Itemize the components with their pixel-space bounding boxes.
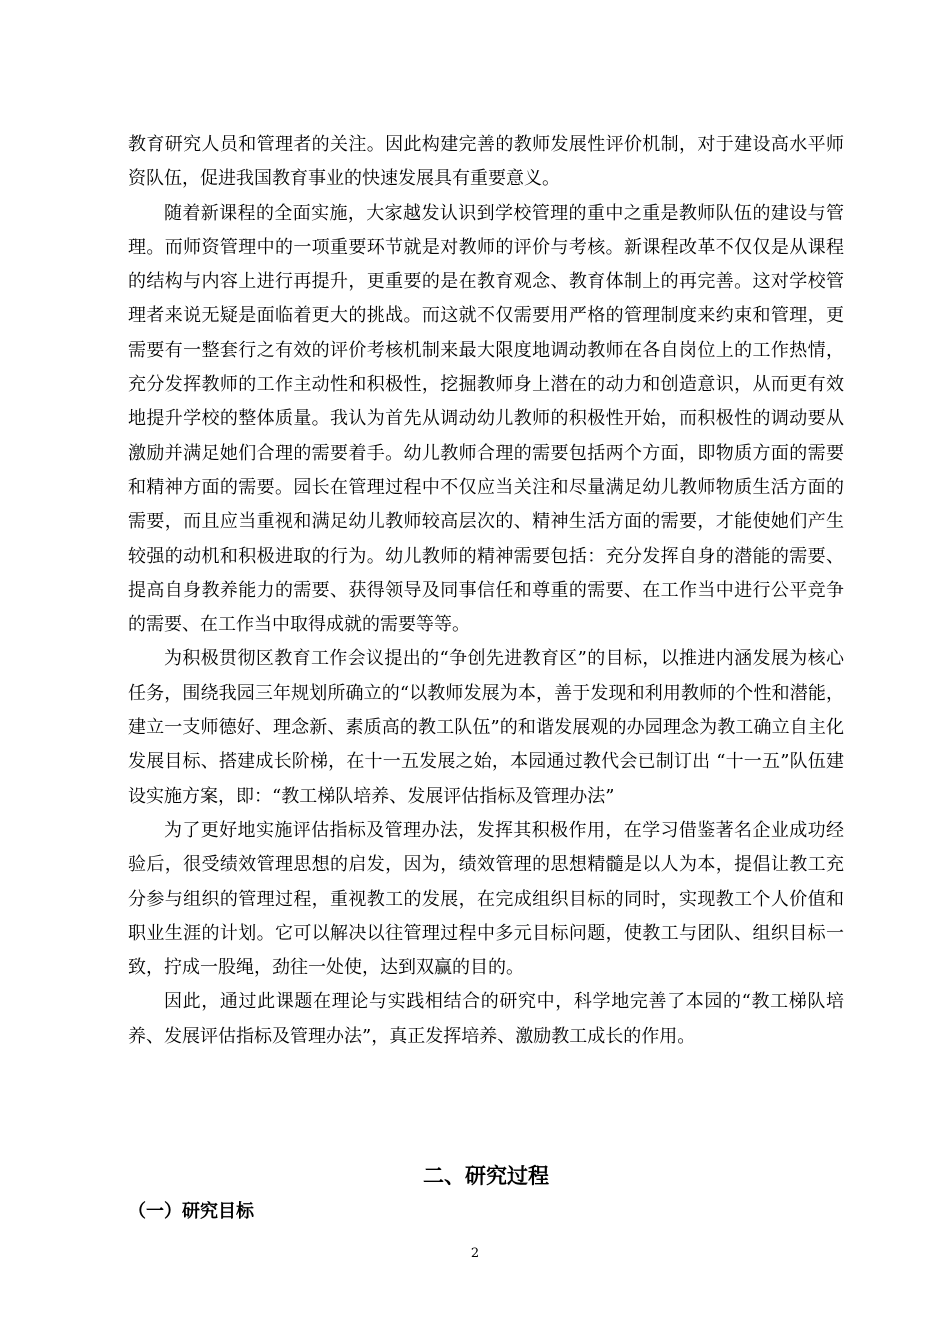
- subsection-title: （一）研究目标: [128, 1201, 254, 1222]
- body-text: [128, 128, 844, 1054]
- paragraph-4: 为了更好地实施评估指标及管理办法，发挥其积极作用，在学习借鉴著名企业成功经验后，很受绩效管理思想的启发，因为，绩效管理的思想精髓是以人为本，提倡让教工充分参与组织的管理过程，重视教工的发展，在完成组织目标的同时，实现教工个人价值和职业生涯的计划。它可以解决以往管理过程中多元目标问题，使教工与团队、组织目标一致，拧成一股绳，劲往一处使，达到双赢的目的。: [128, 819, 844, 979]
- page-number: 2: [470, 1246, 480, 1261]
- paragraph-2: 随着新课程的全面实施，大家越发认识到学校管理的重中之重是教师队伍的建设与管理。而师资管理中的一项重要环节就是对教师的评价与考核。新课程改革不仅仅是从课程的结构与内容上进行再提升，更重要的是在教育观念、教育体制上的再完善。这对学校管理者来说无疑是面临着更大的挑战。而这就不仅需要用严格的管理制度来约束和管理，更需要有一整套行之有效的评价考核机制来最大限度地调动教师在各自岗位上的工作热情，充分发挥教师的工作主动性和积极性，挖掘教师身上潜在的动力和创造意识，从而更有效地提升学校的整体质量。我认为首先从调动幼儿教师的积极性开始，而积极性的调动要从激励并满足她们合理的需要着手。幼儿教师合理的需要包括两个方面，即物质方面的需要和精神方面的需要。园长在管理过程中不仅应当关注和尽量满足幼儿教师物质生活方面的需要，而且应当重视和满足幼儿教师较高层次的、精神生活方面的需要，才能使她们产生较强的动机和积极进取的行为。幼儿教师的精神需要包括：充分发挥自身的潜能的需要、提高自身教养能力的需要、获得领导及同事信任和尊重的需要、在工作当中进行公平竞争的需要、在工作当中取得成就的需要等等。: [128, 202, 844, 636]
- paragraph-5: 因此，通过此课题在理论与实践相结合的研究中，科学地完善了本园的“教工梯队培养、发展评估指标及管理办法”，真正发挥培养、激励教工成长的作用。: [128, 991, 844, 1047]
- paragraph-3: 为积极贯彻区教育工作会议提出的“争创先进教育区”的目标，以推进内涵发展为核心任务，围绕我园三年规划所确立的“以教师发展为本，善于发现和利用教师的个性和潜能，建立一支师德好、理念新、素质高的教工队伍”的和谐发展观的办园理念为教工确立自主化发展目标、搭建成长阶梯，在十一五发展之始，本园通过教代会已制订出 “十一五”队伍建设实施方案，即：“教工梯队培养、发展评估指标及管理办法”: [128, 648, 844, 807]
- section-title: 二、研究过程: [423, 1163, 549, 1188]
- paragraph-1: 教育研究人员和管理者的关注。因此构建完善的教师发展性评价机制，对于建设高水平师资队伍，促进我国教育事业的快速发展具有重要意义。: [128, 134, 844, 190]
